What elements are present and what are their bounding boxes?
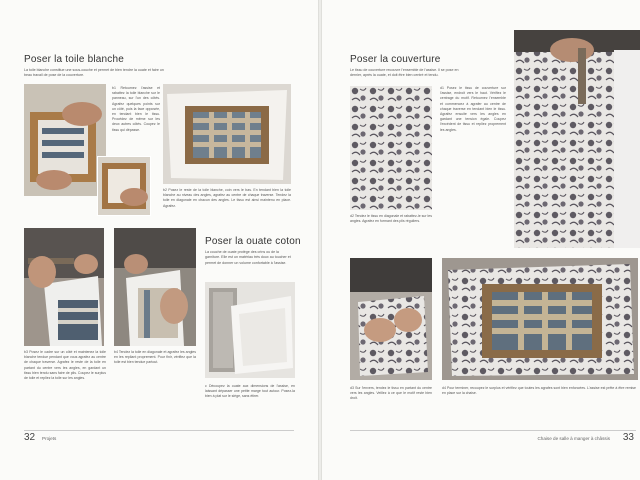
step-b1-text: b1 Retournez l'assise et rabattez la toile blanche sur le panneau, sur l'un des côtés. Agrafez quelques points sur un côté, puis la face opposée, en tendant bien le tissu. Procédez de même sur les deux autres côtés. Coupez le tissu qui dépasse. (112, 86, 160, 132)
section-title-couverture: Poser la couverture (350, 54, 441, 65)
photo-hands-fabric (350, 258, 432, 380)
step-b4-text: b4 Tendez la toile en diagonale et agrafez les angles en les repliant proprement. Pour finir, vérifiez que la toile est bien tendue partout. (114, 350, 196, 365)
photo-fabric (350, 86, 432, 210)
running-head-left: Projets (42, 436, 57, 441)
footer-rule-right (350, 430, 636, 431)
photo-hammer-frame (24, 228, 104, 346)
intro-toile: La toile blanche constitue une sous-couche et permet de bien tendre la ouate et faire un beau travail de pose de la couverture. (24, 68, 164, 78)
step-c-text: c Découpez la ouate aux dimensions de l'assise, en laissant dépasser une petite marge tout autour. Posez-la bien à plat sur le siège, sans étirer. (205, 384, 295, 399)
step-b3-text: b3 Posez le cadre sur un côté et maintenez la toile blanche tendue pendant que vous agrafez au centre de chaque traverse. Agrafez le reste de la toile en partant du centre vers les angles, en gardant un tissu bien tendu sans faire de plis. Coupez le surplus de toile et repliez la toile sur les angles. (24, 350, 106, 381)
photo-finished-seat (442, 258, 638, 380)
step-d4-text: d4 Pour terminer, recoupez le surplus et vérifiez que toutes les agrafes sont bien enfoncées. L'assise est prête à être remise en place sur la chaise. (442, 386, 636, 396)
right-page (322, 0, 640, 480)
left-page (0, 0, 318, 480)
photo-hands-frame (114, 228, 196, 346)
step-d1-text: d1 Posez le tissu de couverture sur l'assise, endroit vers le haut. Vérifiez le centrage du motif. Retournez l'ensemble et commencez à agrafer au centre de chaque traverse en tendant bien le tissu. Agrafez ensuite vers les angles en gardant une tension égale. Coupez l'excédent de tissu et repliez proprement les angles. (440, 86, 506, 132)
step-d2-text: d2 Tendez le tissu en diagonale et rabattez-le sur les angles. Agrafez en formant des plis réguliers. (350, 214, 432, 224)
intro-ouate: La couche de ouate protège des crins ou de la garniture. Elle est un matériau très doux au toucher et permet de donner un volume confortable à l'assise. (205, 250, 291, 265)
photo-frame-inset (97, 156, 151, 216)
page-number-left: 32 (24, 432, 36, 443)
photo-ouate (205, 282, 295, 378)
intro-couverture: Le tissu de couverture recouvre l'ensemble de l'assise. Il se pose en dernier, après la ouate, et doit être bien centré et tendu. (350, 68, 459, 78)
step-b2-text: b2 Posez le reste de la toile blanche, coin vers le bas. En tendant bien la toile blanche au niveau des angles, agrafez au centre de chaque traverse. Tendez la toile en diagonale en chacun des angles. Le tissu est ainsi maintenu en place. Agrafez. (163, 188, 291, 208)
section-title-ouate: Poser la ouate coton (205, 236, 301, 247)
photo-toile-blanche (163, 84, 291, 184)
running-head-right: Chaise de salle à manger à châssis (537, 436, 610, 441)
page-number-right: 33 (622, 432, 634, 443)
section-title-toile: Poser la toile blanche (24, 54, 125, 65)
photo-frame-hands (24, 84, 106, 196)
footer-rule-left (24, 430, 294, 431)
photo-staple-fabric (514, 30, 640, 248)
step-d3-text: d3 Sur l'envers, tendez le tissu en partant du centre vers les angles. Veillez à ce que le motif reste bien droit. (350, 386, 432, 401)
